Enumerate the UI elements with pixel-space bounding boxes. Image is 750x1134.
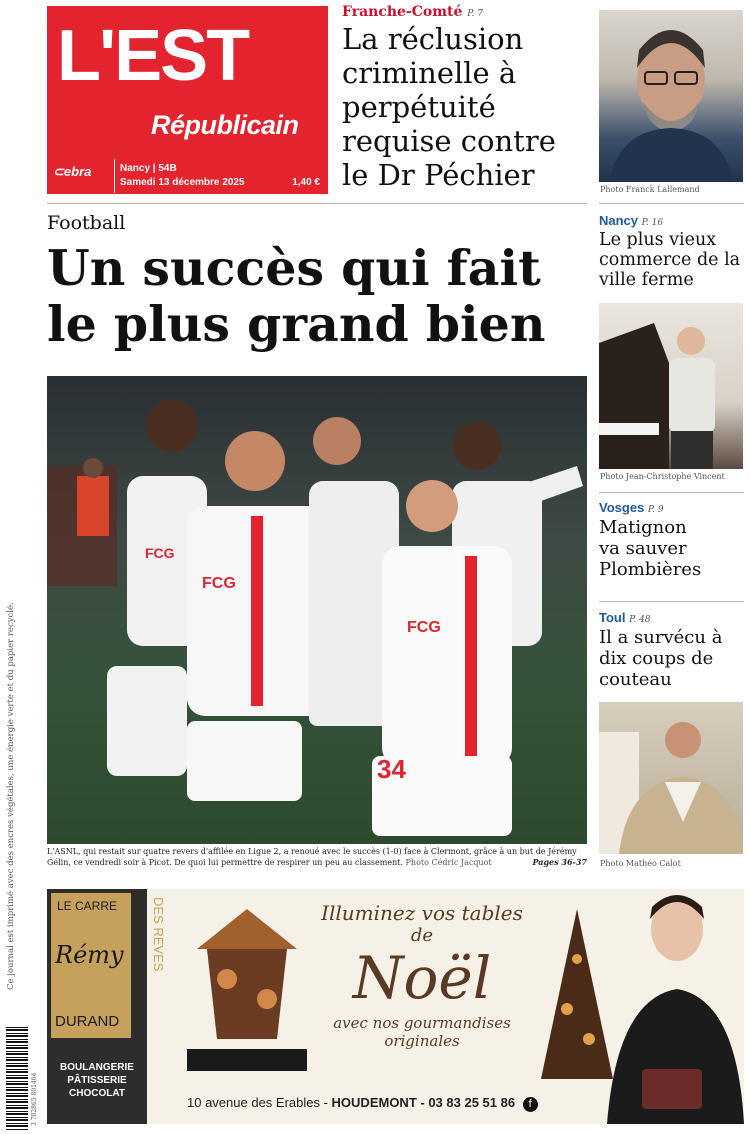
ad-trades [49, 1061, 145, 1100]
divider [599, 203, 744, 204]
jersey-sponsor-text: FCG [145, 545, 175, 561]
survivor-photo [599, 702, 743, 854]
ad-brand-gold [51, 893, 131, 1038]
side-rubric: Toul P. 48 [599, 610, 651, 625]
survivor-photo-credit: Photo Mathéo Calot [600, 859, 681, 868]
barcode-number: 3 782865 801404 [31, 1072, 38, 1126]
side-rubric: Vosges P. 9 [599, 500, 664, 515]
side-story-nancy[interactable] [599, 213, 747, 290]
ebra-icon: ⊂ [53, 164, 64, 179]
top-story-headline: La réclusion criminelle à perpétuité requise contre le Dr Péchier [342, 22, 556, 192]
issue-date: Samedi 13 décembre 2025 [120, 177, 245, 188]
lead-rubric: Football [47, 212, 126, 234]
lead-headline[interactable] [47, 240, 545, 352]
ad-brand-panel [47, 889, 166, 1124]
portrait-figure-icon [599, 10, 743, 182]
ad-headline-line: Illuminez vos tables [321, 901, 523, 925]
lead-pages: Pages 36-37 [532, 857, 587, 867]
ad-phone: HOUDEMONT - 03 83 25 51 86 [331, 1095, 516, 1110]
ad-footer [187, 1095, 538, 1112]
ad-address: 10 avenue des Erables - [187, 1095, 332, 1110]
shop-owner-photo-credit: Photo Jean-Christophe Vincent [600, 472, 725, 481]
masthead [47, 6, 328, 194]
jersey-sponsor-text: FCG [407, 619, 441, 636]
ad-headline-line: originales [384, 1032, 460, 1050]
piano-shop-figure [599, 303, 743, 469]
survivor-figure [599, 702, 743, 854]
players-celebrating-figure [47, 376, 587, 844]
lead-headline-line: Un succès qui fait [47, 239, 541, 297]
pechier-photo [599, 10, 743, 182]
jersey-number: 34 [377, 754, 406, 784]
facebook-icon[interactable]: f [523, 1097, 538, 1112]
ad-brand-side: DES REVES [151, 897, 166, 972]
eco-print-note: Ce journal est imprimé avec des encres végétales, une énergie verte et du papier recyclé. [6, 602, 16, 990]
side-headline: Il a survécu à dix coups de couteau [599, 627, 723, 690]
lead-photo-credit: Photo Cédric Jacquot [405, 858, 492, 867]
ebra-logo: ⊂ebra [53, 164, 92, 179]
jersey-sponsor-text: FCG [202, 575, 236, 592]
divider [599, 492, 744, 493]
ad-headline-noel: Noël [352, 944, 492, 1012]
shop-owner-photo [599, 303, 743, 469]
barcode [6, 1026, 28, 1130]
ad-trade: BOULANGERIE [60, 1062, 134, 1073]
side-story-vosges[interactable] [599, 500, 747, 580]
side-headline: Le plus vieux commerce de la ville ferme [599, 230, 741, 290]
ad-brand-name: DURAND [55, 1013, 120, 1030]
ad-trade: CHOCOLAT [69, 1088, 125, 1099]
issue-price: 1,40 € [292, 177, 320, 188]
divider [599, 601, 744, 602]
ad-headline [297, 901, 547, 1050]
masthead-subtitle: Républicain [151, 110, 299, 140]
pechier-photo-credit: Photo Franck Lallemand [600, 185, 700, 194]
lead-caption [47, 846, 587, 868]
ad-brand-top: LE CARRE [57, 899, 118, 913]
top-story-rubric: Franche-Comté P. 7 [342, 4, 483, 20]
side-story-toul[interactable] [599, 610, 747, 690]
side-headline: Matignon va sauver Plombières [599, 517, 702, 580]
lead-caption-text: L'ASNL, qui restait sur quatre revers d'affilée en Ligue 2, a renoué avec le succès (1-0) face à Clermont, grâce à un but de Jérémy Gélin, ce vendredi soir à Picot. De quoi lui permettre de respirer un peu au classement. [47, 847, 577, 867]
ad-trade: PÂTISSERIE [67, 1075, 127, 1086]
ad-brand-signature: Rémy [55, 941, 124, 969]
lead-headline-line: le plus grand bien [47, 295, 546, 353]
ad-headline-line: avec nos gourmandises [333, 1014, 511, 1032]
advertisement[interactable] [47, 889, 744, 1124]
edition-label: Nancy | 54B [120, 163, 177, 174]
side-rubric: Nancy P. 16 [599, 213, 664, 228]
top-story[interactable] [342, 4, 592, 196]
pastry-chef-figure [602, 889, 744, 1124]
masthead-divider [114, 159, 115, 193]
divider [47, 203, 587, 204]
lead-photo [47, 376, 587, 844]
masthead-logo: L'EST [57, 16, 249, 96]
ad-headline-line: de [410, 925, 434, 946]
